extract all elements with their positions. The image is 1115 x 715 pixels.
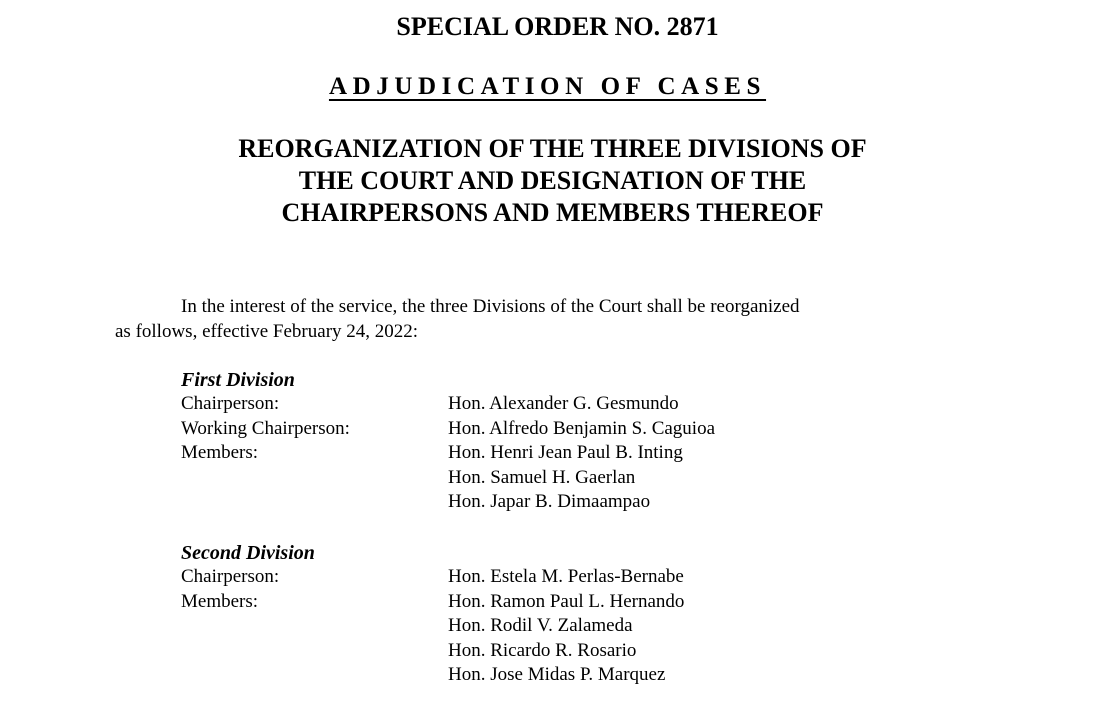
justice-name: Hon. Jose Midas P. Marquez [448,664,666,685]
division-row [181,466,981,491]
justice-name: Hon. Alexander G. Gesmundo [448,393,679,414]
division-heading: First Division [181,369,295,391]
justice-name: Hon. Estela M. Perlas-Bernabe [448,566,684,587]
division-row [181,565,981,590]
intro-paragraph [115,294,1015,344]
role-label: Chairperson: [181,566,280,587]
role-label: Members: [181,442,259,463]
special-order-number: SPECIAL ORDER NO. 2871 [396,12,719,41]
division-row [181,663,981,688]
division-row [181,590,981,615]
justice-name: Hon. Henri Jean Paul B. Inting [448,442,683,463]
order-title-line: THE COURT AND DESIGNATION OF THE [298,166,807,195]
role-label: Working Chairperson: [181,417,350,439]
first-division-block [181,368,981,515]
division-row [181,417,981,442]
division-row [181,639,981,664]
justice-name: Hon. Samuel H. Gaerlan [448,466,636,488]
second-division-block [181,541,981,688]
order-title [0,133,1105,229]
intro-line: In the interest of the service, the three Divisions of the Court shall be reorganized [181,296,800,317]
division-row [181,614,981,639]
justice-name: Hon. Alfredo Benjamin S. Caguioa [448,417,716,439]
division-row [181,441,981,466]
order-title-line: CHAIRPERSONS AND MEMBERS THEREOF [281,198,824,227]
justice-name: Hon. Ramon Paul L. Hernando [448,590,685,612]
justice-name: Hon. Japar B. Dimaampao [448,491,651,512]
division-row [181,490,981,515]
division-row [181,392,981,417]
division-heading: Second Division [181,542,315,564]
subject-heading: ADJUDICATION OF CASES [328,73,767,100]
order-title-line: REORGANIZATION OF THE THREE DIVISIONS OF [238,134,867,163]
justice-name: Hon. Ricardo R. Rosario [448,639,637,661]
intro-line: as follows, effective February 24, 2022: [115,321,419,342]
role-label: Chairperson: [181,393,280,414]
justice-name: Hon. Rodil V. Zalameda [448,615,633,636]
role-label: Members: [181,590,259,612]
